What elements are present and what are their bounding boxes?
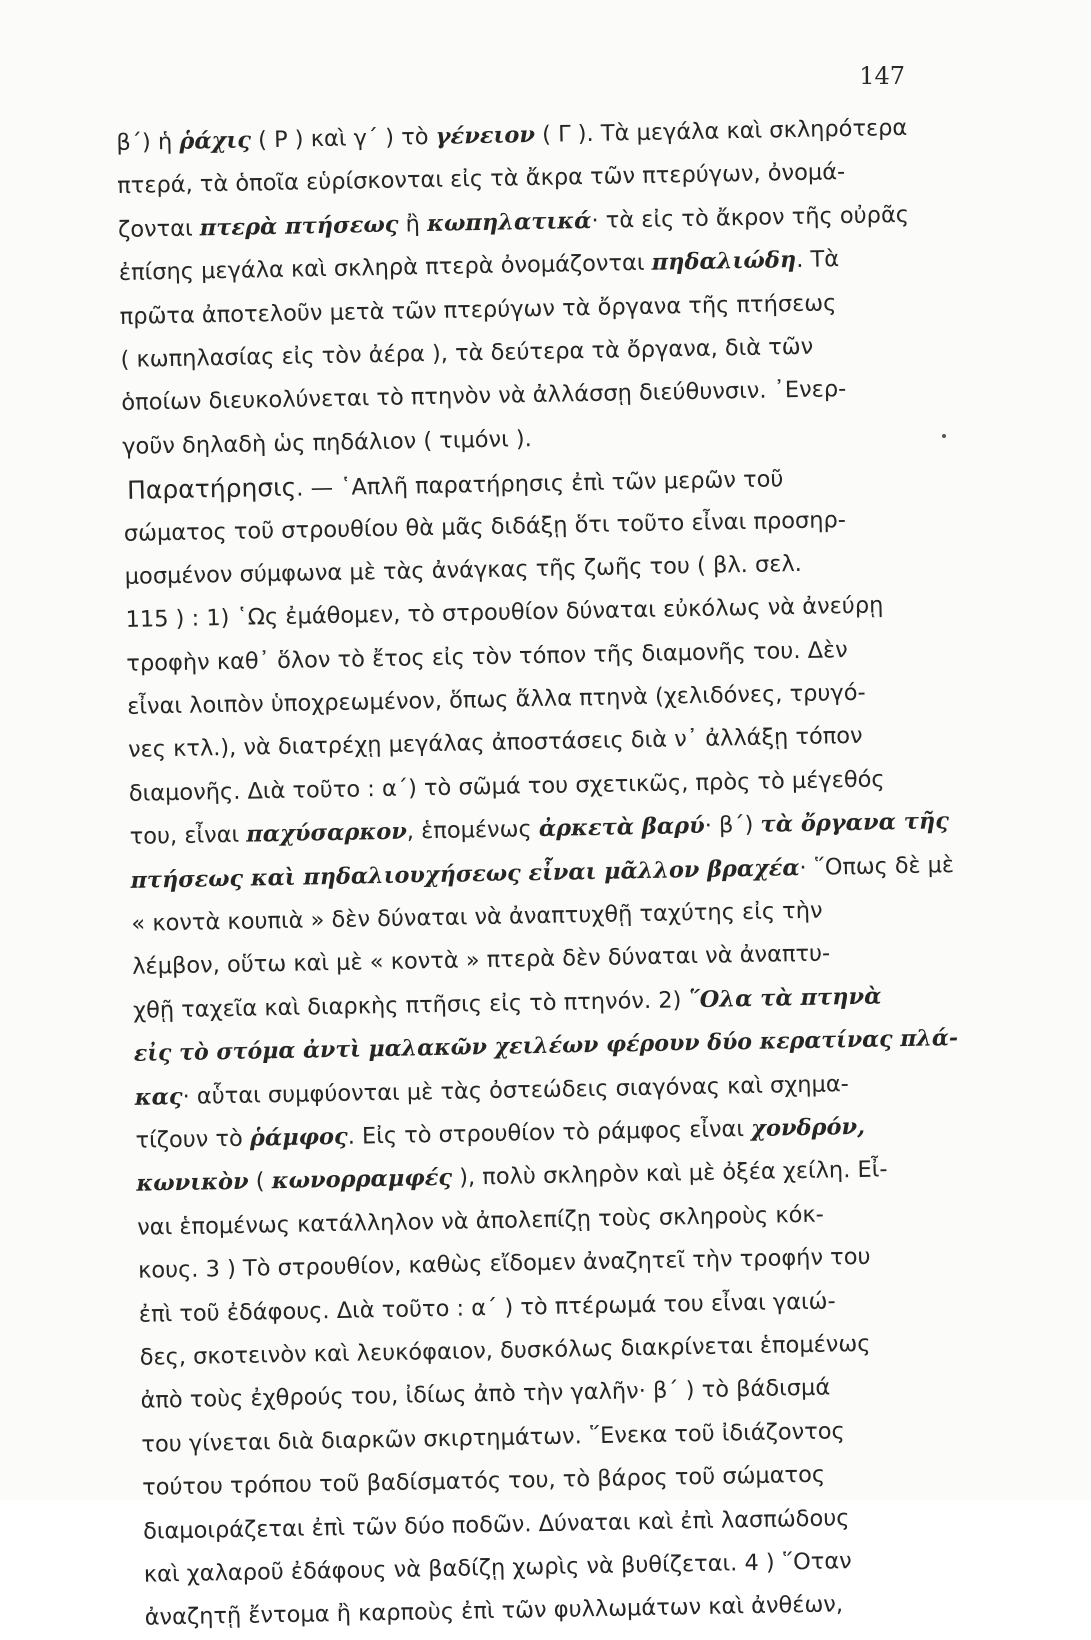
text-run: . Τὰ bbox=[795, 246, 840, 274]
text-run: ὁποίων διευκολύνεται τὸ πτηνὸν νὰ ἀλλάσσῃ διεύθυνσιν. ᾿Ενερ- bbox=[121, 376, 847, 417]
emphasized-term: ἀρκετὰ βαρύ bbox=[538, 813, 705, 843]
text-run: . — ῾Απλῆ παρατήρησις ἐπὶ τῶν μερῶν τοῦ bbox=[296, 466, 784, 502]
emphasized-term: ῥάμφος bbox=[249, 1123, 348, 1152]
text-run: · αὗται συμφύονται μὲ τὰς ὀστεώδεις σιαγόνας καὶ σχημα- bbox=[182, 1070, 850, 1110]
section-heading: Παρατήρησις bbox=[126, 472, 297, 505]
text-run: τούτου τρόπου τοῦ βαδίσματός του, τὸ βάρος τοῦ σώματος bbox=[141, 1461, 826, 1501]
text-run: ἀπὸ τοὺς ἐχθρούς του, ἰδίως ἀπὸ τὴν γαλῆν· β΄ ) τὸ βάδισμά bbox=[140, 1374, 831, 1415]
body-text bbox=[116, 106, 969, 1640]
page-number: 147 bbox=[859, 62, 905, 90]
text-run: μοσμένον σύμφωνα μὲ τὰς ἀνάγκας τῆς ζωῆς του ( βλ. σελ. bbox=[124, 550, 803, 590]
emphasized-term: εἰς τὸ στόμα ἀντὶ μαλακῶν χειλέων φέρουν δύο κερατίνας πλά- bbox=[133, 1025, 959, 1068]
emphasized-term: πηδαλιώδη bbox=[651, 247, 797, 276]
text-run: · τὰ εἰς τὸ ἄκρον τῆς οὐρᾶς bbox=[591, 201, 910, 234]
text-run: λέμβον, οὕτω καὶ μὲ « κοντὰ » πτερὰ δὲν δύναται νὰ ἀναπτυ- bbox=[131, 940, 831, 981]
text-run: 115 ) : 1) ῾Ως ἐμάθομεν, τὸ στρουθίον δύναται εὐκόλως νὰ ἀνεύρῃ bbox=[125, 592, 884, 634]
text-run: του γίνεται διὰ διαρκῶν σκιρτημάτων. ῞Ενεκα τοῦ ἰδιάζοντος bbox=[141, 1417, 845, 1458]
text-run: τροφὴν καθ᾿ ὅλον τὸ ἔτος εἰς τὸν τόπον τῆς διαμονῆς του. Δὲν bbox=[126, 636, 848, 677]
text-run: τίζουν τὸ bbox=[135, 1125, 251, 1154]
text-run: ( Γ ). Τὰ μεγάλα καὶ σκληρότερα bbox=[534, 114, 908, 148]
emphasized-term: ῞Ολα τὰ πτηνὰ bbox=[688, 983, 882, 1013]
emphasized-term: κωνορραμφές bbox=[271, 1165, 453, 1195]
text-run: κους. 3 ) Τὸ στρουθίον, καθὼς εἴδομεν ἀναζητεῖ τὴν τροφήν του bbox=[137, 1243, 871, 1284]
text-run: νες κτλ.), νὰ διατρέχῃ μεγάλας ἀποστάσεις διὰ ν᾿ ἀλλάξῃ τόπον bbox=[127, 723, 863, 764]
emphasized-term: πτερὰ πτήσεως bbox=[199, 211, 399, 242]
text-run: ἀναζητῇ ἔντομα ἢ καρποὺς ἐπὶ τῶν φυλλωμάτων καὶ ἀνθέων, bbox=[144, 1591, 844, 1632]
emphasized-term: κας bbox=[134, 1083, 183, 1111]
text-run: διαμονῆς. Διὰ τοῦτο : α΄) τὸ σῶμά του σχετικῶς, πρὸς τὸ μέγεθός bbox=[128, 766, 885, 807]
text-run: πτερά, τὰ ὁποῖα εὑρίσκονται εἰς τὰ ἄκρα τῶν πτερύγων, ὀνομά- bbox=[116, 159, 846, 200]
text-run: διαμοιράζεται ἐπὶ τῶν δύο ποδῶν. Δύναται καὶ ἐπὶ λασπώδους bbox=[142, 1504, 850, 1545]
text-run: ἢ bbox=[398, 210, 428, 238]
emphasized-term: γένειον bbox=[435, 121, 536, 150]
text-run: σώματος τοῦ στρουθίου θὰ μᾶς διδάξῃ ὅτι τοῦτο εἶναι προσηρ- bbox=[123, 506, 847, 547]
text-run: · β΄) bbox=[704, 812, 761, 840]
text-run: ναι ἑπομένως κατάλληλον νὰ ἀπολεπίζῃ τοὺς σκληροὺς κόκ- bbox=[136, 1201, 825, 1241]
text-run: . Εἰς τὸ στρουθίον τὸ ράμφος εἶναι bbox=[347, 1115, 752, 1150]
text-run: ), πολὺ σκληρὸν καὶ μὲ ὀξέα χείλη. Εἶ- bbox=[451, 1156, 888, 1192]
emphasized-term: κωπηλατικά bbox=[426, 207, 592, 237]
text-run: ἐπίσης μεγάλα καὶ σκληρὰ πτερὰ ὀνομάζονται bbox=[118, 249, 652, 287]
text-run: · ῞Οπως δὲ μὲ bbox=[799, 851, 955, 881]
text-run: β΄) ἡ bbox=[116, 128, 180, 156]
text-run: πρῶτα ἀποτελοῦν μετὰ τῶν πτερύγων τὰ ὄργανα τῆς πτήσεως bbox=[119, 289, 837, 330]
text-run: ζονται bbox=[117, 215, 201, 243]
text-run: γοῦν δηλαδὴ ὡς πηδάλιον ( τιμόνι ). bbox=[121, 425, 533, 460]
text-run: δες, σκοτεινὸν καὶ λευκόφαιον, δυσκόλως διακρίνεται ἑπομένως bbox=[139, 1330, 871, 1371]
emphasized-term: παχύσαρκον bbox=[246, 818, 408, 848]
text-run: του, εἶναι bbox=[129, 821, 247, 851]
text-run: ἐπὶ τοῦ ἐδάφους. Διὰ τοῦτο : α΄ ) τὸ πτέρωμά του εἶναι γαιώ- bbox=[138, 1287, 836, 1328]
pencil-mark bbox=[942, 434, 946, 438]
text-run: ( κωπηλασίας εἰς τὸν ἀέρα ), τὰ δεύτερα τὰ ὄργανα, διὰ τῶν bbox=[120, 333, 814, 373]
emphasized-term: ῥάχις bbox=[179, 127, 252, 155]
text-run: « κοντὰ κουπιὰ » δὲν δύναται νὰ ἀναπτυχθῇ ταχύτης εἰς τὴν bbox=[131, 897, 823, 937]
text-run: ( Ρ ) καὶ γ΄ ) τὸ bbox=[250, 123, 436, 154]
emphasized-term: χονδρόν, bbox=[750, 1113, 866, 1142]
text-run: , ἑπομένως bbox=[406, 816, 540, 845]
emphasized-term: κωνικὸν bbox=[136, 1169, 249, 1198]
text-run: καὶ χαλαροῦ ἐδάφους νὰ βαδίζῃ χωρὶς νὰ βυθίζεται. 4 ) ῞Οταν bbox=[143, 1548, 852, 1588]
emphasized-term: πτήσεως καὶ πηδαλιουχήσεως εἶναι μᾶλλον βραχέα bbox=[130, 854, 800, 894]
text-run: εἶναι λοιπὸν ὑποχρεωμένον, ὅπως ἄλλα πτηνὰ (χελιδόνες, τρυγό- bbox=[126, 679, 866, 720]
text-run: χθῇ ταχεῖα καὶ διαρκὴς πτῆσις εἰς τὸ πτηνόν. 2) bbox=[132, 986, 689, 1024]
emphasized-term: τὰ ὄργανα τῆς bbox=[760, 808, 950, 839]
text-run: ( bbox=[248, 1168, 272, 1196]
